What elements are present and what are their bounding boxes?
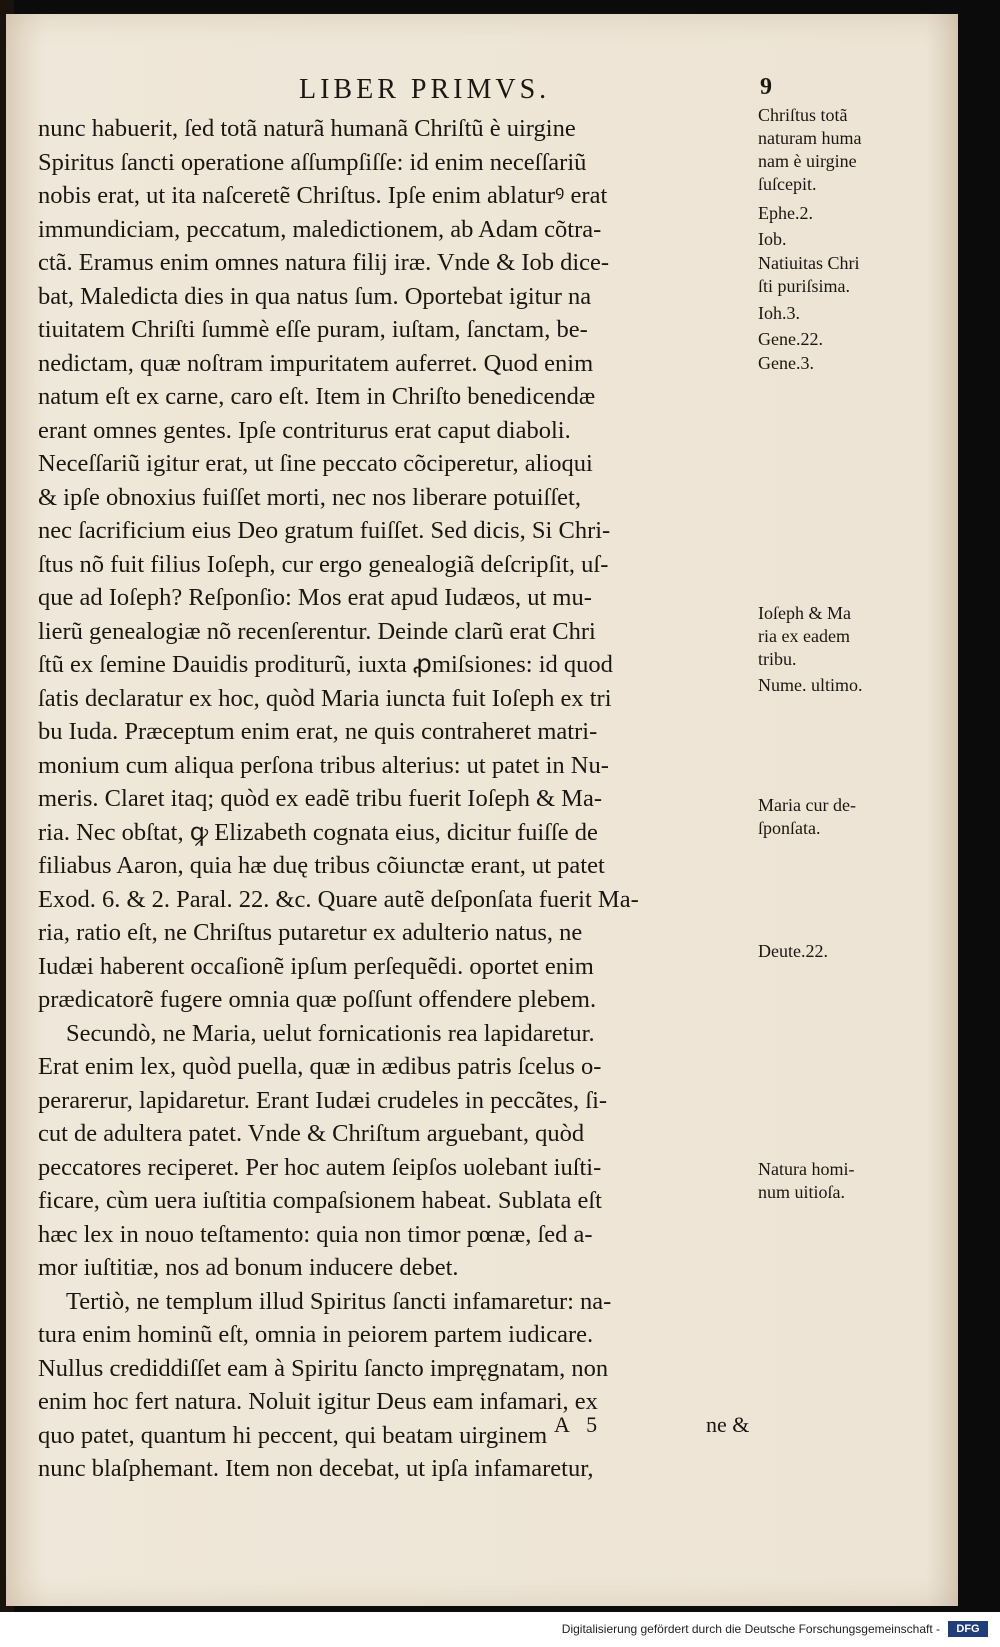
marginal-note: Gene.3. <box>758 353 814 373</box>
marginal-note: Chriſtus totã naturam huma nam è uirgine ſuſcepit. <box>758 105 862 194</box>
text-line: enim hoc fert natura. Noluit igitur Deus eam infamari, ex <box>38 1388 598 1415</box>
signature-mark: A 5 <box>554 1412 604 1437</box>
text-line: nedictam, quæ noſtram impuritatem auferret. Quod enim <box>38 349 594 377</box>
text-line: ſtũ ex ſemine Dauidis proditurũ, iuxta ꝓmiſsiones: id quod <box>38 651 613 678</box>
main-text-column <box>38 112 758 1486</box>
catchword: ne & <box>706 1412 750 1437</box>
marginal-note: Natura homi- num uitioſa. <box>758 1159 855 1202</box>
text-line: erant omnes gentes. Ipſe contriturus erat caput diaboli. <box>38 416 571 444</box>
text-line: nec ſacrificium eius Deo gratum fuiſſet. Sed dicis, Si Chri- <box>38 517 611 544</box>
text-line: ficare, cùm uera iuſtitia compaſsionem habeat. Sublata eſt <box>38 1187 602 1214</box>
dfg-logo: DFG <box>948 1621 988 1637</box>
text-line: cut de adultera patet. Vnde & Chriſtum arguebant, quòd <box>38 1120 585 1147</box>
text-line: meris. Claret itaq; quòd ex eadẽ tribu fuerit Ioſeph & Ma- <box>38 785 603 812</box>
text-line: prædicatorẽ fugere omnia quæ poſſunt offendere plebem. <box>38 986 597 1013</box>
text-line: nunc habuerit, ſed totã naturã humanã Chriſtũ è uirgine <box>38 115 576 142</box>
book-page <box>6 14 958 1606</box>
text-line: & ipſe obnoxius fuiſſet morti, nec nos liberare potuiſſet, <box>38 483 581 511</box>
text-line: ſatis declaratur ex hoc, quòd Maria iuncta fuit Ioſeph ex tri <box>38 684 612 712</box>
folio-number: 9 <box>760 74 772 100</box>
digitization-footer <box>0 1612 1000 1647</box>
marginal-note: Ioh.3. <box>758 303 800 323</box>
text-line: Erat enim lex, quòd puella, quæ in ædibus patris ſcelus o- <box>38 1053 602 1080</box>
text-line: nunc blaſphemant. Item non decebat, ut ipſa infamaretur, <box>38 1455 594 1482</box>
text-line: Neceſſariũ igitur erat, ut ſine peccato cõciperetur, alioqui <box>38 450 593 477</box>
text-line: peccatores reciperet. Per hoc autem ſeipſos uolebant iuſti- <box>38 1153 602 1181</box>
text-line: hæc lex in nouo teſtamento: quia non timor pœnæ, ſed a- <box>38 1220 593 1248</box>
text-line: immundiciam, peccatum, maledictionem, ab Adam cõtra- <box>38 215 602 243</box>
text-line: quo patet, quantum hi peccent, qui beatam uirginem <box>38 1421 548 1449</box>
text-line: ria. Nec obſtat, ꝙ Elizabeth cognata eius, dicitur fuiſſe de <box>38 818 598 846</box>
marginal-note: Ephe.2. <box>758 203 813 223</box>
text-line: ctã. Eramus enim omnes natura filij iræ. Vnde & Iob dice- <box>38 249 610 276</box>
text-line: Tertiò, ne templum illud Spiritus ſancti infamaretur: na- <box>66 1287 612 1315</box>
marginal-note: Gene.22. <box>758 329 823 349</box>
text-line: bat, Maledicta dies in qua natus ſum. Oportebat igitur na <box>38 282 592 310</box>
text-line: Exod. 6. & 2. Paral. 22. &c. Quare autẽ deſponſata fuerit Ma- <box>38 885 639 913</box>
funding-credit: Digitalisierung gefördert durch die Deutsche Forschungsgemeinschaft - <box>561 1622 940 1636</box>
text-line: filiabus Aaron, quia hæ duę tribus cõiunctæ erant, ut patet <box>38 852 605 879</box>
text-line: monium cum aliqua perſona tribus alterius: ut patet in Nu- <box>38 751 609 779</box>
text-line: Secundò, ne Maria, uelut fornicationis rea lapidaretur. <box>66 1019 595 1047</box>
text-line: mor iuſtitiæ, nos ad bonum inducere debet. <box>38 1254 459 1281</box>
text-line: que ad Ioſeph? Reſponſio: Mos erat apud Iudæos, ut mu- <box>38 584 592 611</box>
running-title: LIBER PRIMVS. <box>299 74 551 105</box>
marginal-note: Nume. ultimo. <box>758 675 863 695</box>
text-line: tiuitatem Chriſti ſummè eſſe puram, iuſtam, ſanctam, be- <box>38 316 588 343</box>
text-line: nobis erat, ut ita naſceretẽ Chriſtus. Ipſe enim ablaturꝰ erat <box>38 182 608 209</box>
text-line: lierũ genealogiæ nõ recenſerentur. Deinde clarũ erat Chri <box>38 617 596 645</box>
text-line: perarerur, lapidaretur. Erant Iudæi crudeles in peccãtes, ſi- <box>38 1086 608 1114</box>
text-line: natum eſt ex carne, caro eſt. Item in Chriſto benedicendæ <box>38 383 596 410</box>
marginal-note: Iob. <box>758 229 787 249</box>
text-line: bu Iuda. Præceptum enim erat, ne quis contraheret matri- <box>38 718 598 745</box>
text-line: Spiritus ſancti operatione aſſumpſiſſe: id enim neceſſariũ <box>38 148 587 176</box>
text-line: Nullus crediddiſſet eam à Spiritu ſancto impręgnatam, non <box>38 1354 609 1382</box>
marginal-note: Maria cur de- ſponſata. <box>758 795 856 838</box>
marginal-note: Natiuitas Chri ſti puriſsima. <box>758 253 860 296</box>
text-line: Iudæi haberent occaſionẽ ipſum perſequẽdi. oportet enim <box>38 952 594 980</box>
marginal-note: Deute.22. <box>758 941 828 961</box>
marginal-note: Ioſeph & Ma ria ex eadem tribu. <box>758 603 851 669</box>
text-line: ſtus nõ fuit filius Ioſeph, cur ergo genealogiã deſcripſit, uſ- <box>38 550 609 578</box>
text-line: ria, ratio eſt, ne Chriſtus putaretur ex adulterio natus, ne <box>38 919 583 946</box>
text-line: tura enim hominũ eſt, omnia in peiorem partem iudicare. <box>38 1321 594 1348</box>
